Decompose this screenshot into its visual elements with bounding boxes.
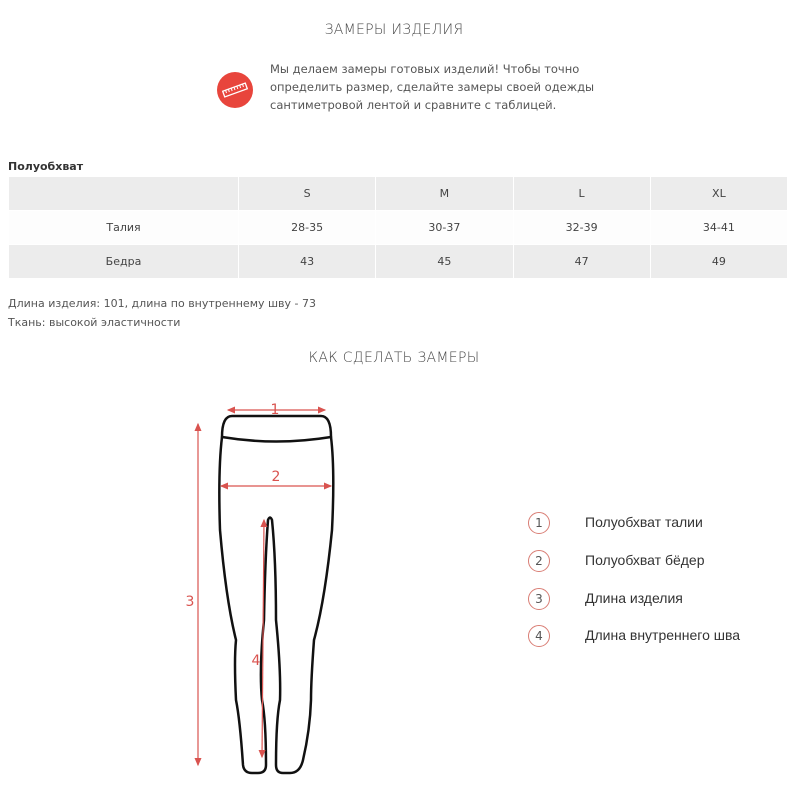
size-table — [8, 176, 788, 279]
column-header-s: S — [239, 177, 376, 211]
how-to-title: КАК СДЕЛАТЬ ЗАМЕРЫ — [308, 350, 480, 366]
table-cell: 45 — [376, 245, 513, 279]
ruler-icon — [217, 72, 253, 108]
table-cell: 28-35 — [239, 211, 376, 245]
legend-item — [528, 625, 778, 649]
legend-item — [528, 550, 778, 574]
table-cell: 30-37 — [376, 211, 513, 245]
table-cell: 34-41 — [650, 211, 787, 245]
row-label: Талия — [9, 211, 239, 245]
legend-number: 2 — [528, 550, 550, 572]
legend-item — [528, 588, 778, 612]
row-label: Бедра — [9, 245, 239, 279]
legend-number: 4 — [528, 625, 550, 647]
legend-number: 1 — [528, 512, 550, 534]
legend-number: 3 — [528, 588, 550, 610]
table-cell: 32-39 — [513, 211, 650, 245]
legend-label: Полуобхват талии — [585, 514, 703, 530]
table-row — [9, 211, 788, 245]
column-header-l: L — [513, 177, 650, 211]
legend-label: Длина изделия — [585, 590, 683, 606]
table-cell: 43 — [239, 245, 376, 279]
legend-label: Длина внутреннего шва — [585, 627, 741, 643]
column-header-xl: XL — [650, 177, 787, 211]
table-row — [9, 245, 788, 279]
table-cell: 47 — [513, 245, 650, 279]
legend-label: Полуобхват бёдер — [585, 552, 705, 568]
fabric-note: Ткань: высокой эластичности — [8, 316, 181, 329]
table-header-row — [9, 177, 788, 211]
column-header-m: M — [376, 177, 513, 211]
leggings-diagram — [0, 380, 520, 800]
table-caption: Полуобхват — [8, 160, 84, 173]
diagram-label-2: 2 — [271, 469, 281, 485]
diagram-label-1: 1 — [270, 402, 280, 418]
length-note: Длина изделия: 101, длина по внутреннему шву - 73 — [8, 297, 317, 310]
diagram-label-4: 4 — [251, 653, 261, 669]
legend-item — [528, 512, 778, 536]
diagram-label-3: 3 — [185, 594, 195, 610]
intro-text: Мы делаем замеры готовых изделий! Чтобы точно определить размер, сделайте замеры своей одежды сантиметровой лентой и сравните с таблицей. — [270, 62, 595, 112]
page-title: ЗАМЕРЫ ИЗДЕЛИЯ — [324, 22, 464, 38]
table-cell: 49 — [650, 245, 787, 279]
column-header — [9, 177, 239, 211]
